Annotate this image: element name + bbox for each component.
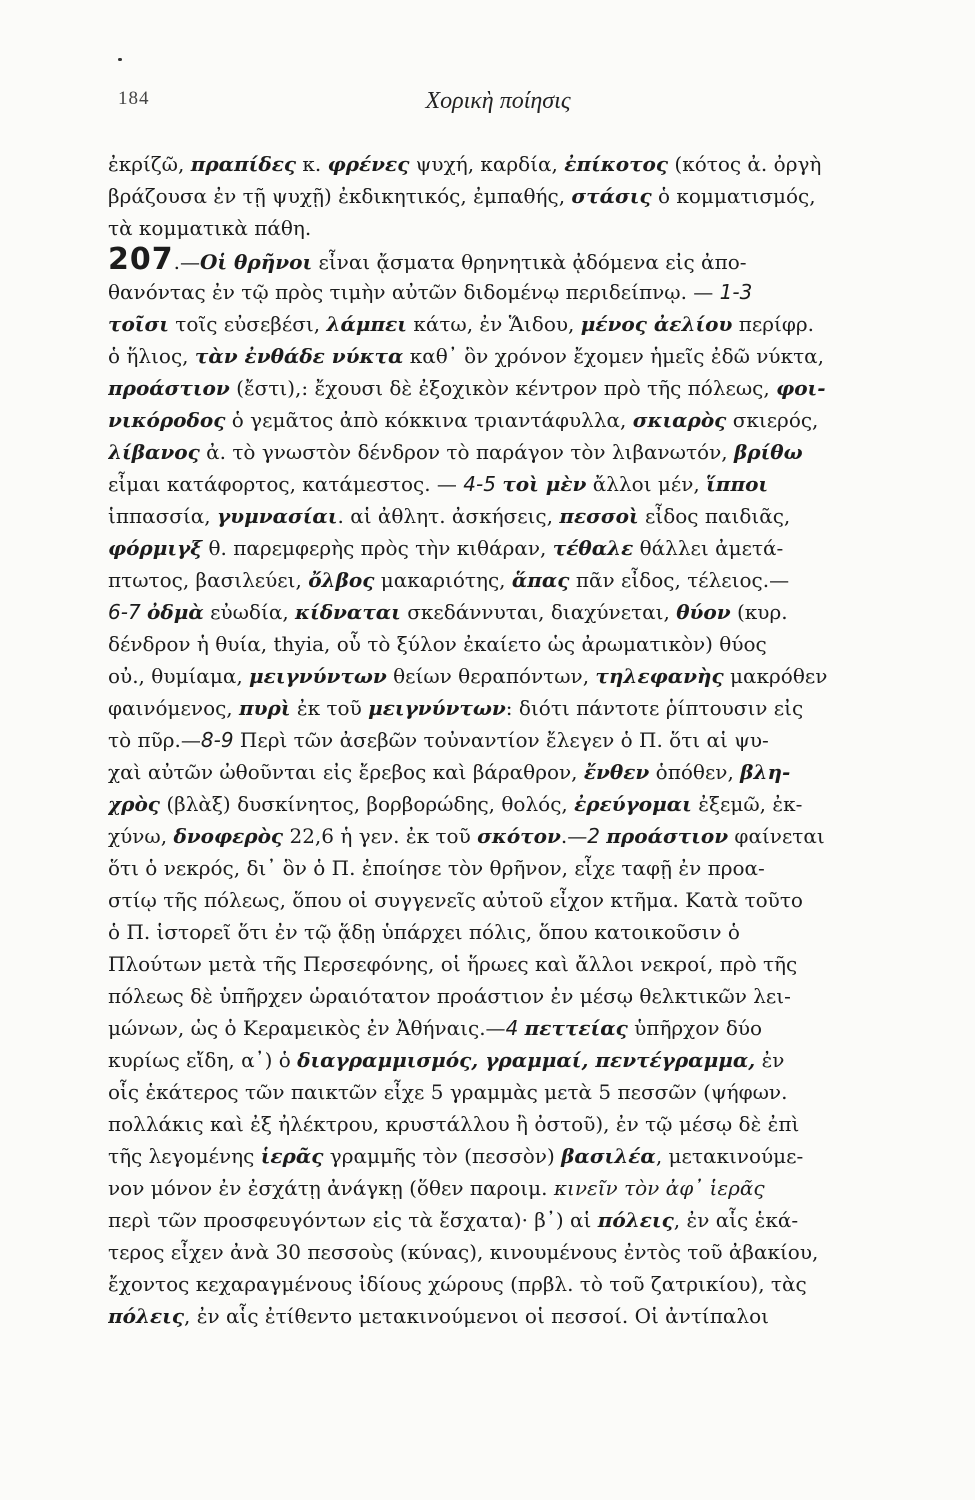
lemma: φρένες (327, 152, 410, 176)
text-run: ἱππασσία, (108, 504, 218, 528)
lemma: ὄλβος (308, 568, 375, 592)
text-run: ἔχοντος κεχαραγμένους ἰδίους χώρους (πρβλ. τὸ τοῦ ζατρικίου), τὰς (108, 1272, 807, 1296)
lemma: τέθαλε (552, 536, 634, 560)
text-line (108, 1300, 878, 1332)
text-run: (κυρ. (730, 600, 788, 624)
section-number: 207 (108, 244, 174, 276)
text-run: νον μόνον ἐν ἐσχάτῃ ἀνάγκῃ (ὅθεν παροιμ. (108, 1176, 554, 1200)
verse-reference: 2 (587, 824, 600, 848)
text-run: πόλεως δὲ ὑπῆρχεν ὡραιότατον προάστιον ἐν μέσῳ θελκτικῶν λει- (108, 984, 791, 1008)
lemma: μειγνύντων (249, 664, 387, 688)
text-line (108, 308, 878, 340)
verse-reference: 8-9 (200, 728, 234, 752)
text-run: οἷς ἑκάτερος τῶν παικτῶν εἶχε 5 γραμμὰς μετὰ 5 πεσσῶν (ψήφων. (108, 1080, 788, 1104)
text-line (108, 404, 878, 436)
text-run: θανόντας ἐν τῷ πρὸς τιμὴν αὐτῶν διδομένῳ περιδείπνῳ. — (108, 280, 720, 304)
text-run: ἐξεμῶ, ἐκ- (691, 792, 803, 816)
text-run: μώνων, ὡς ὁ Κεραμεικὸς ἐν Ἀθήναις.— (108, 1016, 506, 1040)
lemma: λάμπει (326, 312, 407, 336)
lemma: στάσις (571, 184, 652, 208)
text-run: κινεῖν τὸν ἀφ᾽ ἱερᾶς (553, 1176, 765, 1200)
lemma: νικόροδος (108, 408, 226, 432)
text-run: μακρόθεν (723, 664, 828, 688)
text-run: ἄλλοι μέν, (586, 472, 707, 496)
lemma: φοι- (776, 376, 826, 400)
text-run: ὁπόθεν, (649, 760, 741, 784)
text-run: οὐ., θυμίαμα, (108, 664, 250, 688)
text-run: τὸ πῦρ.— (108, 728, 201, 752)
text-line (108, 852, 878, 884)
text-line (108, 468, 878, 500)
text-run: ἀ. τὸ γνωστὸν δένδρον τὸ παράγον τὸν λιβανωτόν, (199, 440, 734, 464)
text-line (108, 916, 878, 948)
text-run: ἐκ τοῦ (290, 696, 369, 720)
text-run: ὅτι ὁ νεκρός, δι᾽ ὃν ὁ Π. ἐποίησε τὸν θρῆνον, εἶχε ταφῇ ἐν προα- (108, 856, 765, 880)
lemma: φόρμιγξ (108, 536, 203, 560)
text-run: πᾶν εἶδος, τέλειος.— (569, 568, 790, 592)
text-line (108, 564, 878, 596)
text-run: τὰ κομματικὰ πάθη. (108, 216, 312, 240)
text-run: ὁ γεμᾶτος ἀπὸ κόκκινα τριαντάφυλλα, (225, 408, 633, 432)
text-run: (κότος ἀ. ὀργὴ (668, 152, 822, 176)
lemma: δνοφερὸς (173, 824, 284, 848)
text-run: ὑπῆρχον δύο (627, 1016, 763, 1040)
text-run: καθ᾽ ὃν χρόνον ἔχομεν ἡμεῖς ἐδῶ νύκτα, (403, 344, 825, 368)
text-run: (βλὰξ) δυσκίνητος, βορβορώδης, θολός, (159, 792, 575, 816)
lemma: τηλεφανὴς (595, 664, 724, 688)
text-run: χαὶ αὐτῶν ὠθοῦνται εἰς ἔρεβος καὶ βάραθρον, (108, 760, 584, 784)
text-run: στίῳ τῆς πόλεως, ὅπου οἱ συγγενεῖς αὐτοῦ εἶχον κτῆμα. Κατὰ τοῦτο (108, 888, 803, 912)
text-line (108, 692, 878, 724)
text-line (108, 1172, 878, 1204)
text-line (108, 724, 878, 756)
text-run: περὶ τῶν προσφευγόντων εἰς τὰ ἔσχατα)· β᾽) αἱ (108, 1208, 598, 1232)
lemma: πεσσοὶ (559, 504, 639, 528)
lemma: ἱερᾶς (260, 1144, 324, 1168)
text-line (108, 532, 878, 564)
lemma: τοῖσι (108, 312, 169, 336)
verse-reference: 4-5 (463, 472, 496, 496)
text-run: 22,6 ἡ γεν. ἐκ τοῦ (283, 824, 478, 848)
verse-reference: 1-3 (719, 280, 753, 304)
text-run: τοῖς εὐσεβέσι, (168, 312, 327, 336)
text-run: θείων θεραπόντων, (386, 664, 596, 688)
text-run: ψυχή, καρδία, (409, 152, 565, 176)
text-run: κάτω, ἐν Ἅιδου, (406, 312, 581, 336)
text-line (108, 980, 878, 1012)
lemma: πόλεις (597, 1208, 674, 1232)
text-run: φαίνεται (728, 824, 825, 848)
text-run: χύνω, (108, 824, 174, 848)
lemma: ὀδμὰ (147, 600, 204, 624)
text-line (108, 340, 878, 372)
lemma: πραπίδες (190, 152, 297, 176)
text-run: εἶμαι κατάφορτος, κατάμεστος. — (108, 472, 464, 496)
verse-reference: 6-7 (108, 600, 141, 624)
text-run: ὁ κομματισμός, (651, 184, 816, 208)
text-run: βράζουσα ἐν τῇ ψυχῇ) ἐκδικητικός, ἐμπαθής, (108, 184, 572, 208)
text-run: Πλούτων μετὰ τῆς Περσεφόνης, οἱ ἥρωες καὶ ἄλλοι νεκροί, πρὸ τῆς (108, 952, 798, 976)
text-run: φαινόμενος, (108, 696, 240, 720)
text-run: εἶναι ᾄσματα θρηνητικὰ ᾀδόμενα εἰς ἀπο- (312, 250, 747, 274)
text-run: , ἐν αἷς ἐτίθεντο μετακινούμενοι οἱ πεσσοί. Οἱ ἀντίπαλοι (184, 1304, 769, 1328)
text-run: πτωτος, βασιλεύει, (108, 568, 309, 592)
text-run: πολλάκις καὶ ἐξ ἠλέκτρου, κρυστάλλου ἢ ὀστοῦ), ἐν τῷ μέσῳ δὲ ἐπὶ (108, 1112, 800, 1136)
text-line (108, 500, 878, 532)
lemma: ἐπίκοτος (564, 152, 669, 176)
text-line (108, 1140, 878, 1172)
text-line (108, 148, 878, 180)
lemma: πόλεις (108, 1304, 185, 1328)
print-speck (118, 58, 122, 61)
text-run: κυρίως εἴδη, α᾽) ὁ (108, 1048, 298, 1072)
text-run: , ἐν αἷς ἑκά- (673, 1208, 799, 1232)
text-line (108, 628, 878, 660)
text-run: γραμμῆς τὸν (πεσσὸν) (323, 1144, 562, 1168)
lemma: τοὶ μὲν (502, 472, 587, 496)
page-header (118, 88, 878, 122)
lemma: βλη- (740, 760, 791, 784)
running-title: Χορικὴ ποίησις (425, 88, 571, 114)
text-line (108, 820, 878, 852)
lemma: Οἱ θρῆνοι (199, 250, 313, 274)
text-run: .— (560, 824, 588, 848)
lemma: γυμνασίαι (217, 504, 338, 528)
lemma: θύον (676, 600, 731, 624)
lemma: προάστιον (108, 376, 230, 400)
lemma: μένος ἀελίου (580, 312, 733, 336)
text-line (108, 1268, 878, 1300)
lemma: ἅπας (511, 568, 570, 592)
lemma: βρίθω (733, 440, 803, 464)
page-number: 184 (118, 88, 150, 109)
lemma: λίβανος (108, 440, 200, 464)
lemma: σκιαρὸς (632, 408, 727, 432)
lemma: σκότον (477, 824, 561, 848)
lemma: ἵπποι (706, 472, 769, 496)
text-line (108, 1204, 878, 1236)
lemma: κίδναται (295, 600, 401, 624)
text-run: δένδρον ἡ θυία, thyia, οὗ τὸ ξύλον ἐκαίετο ὡς ἀρωματικὸν) θύος (108, 632, 767, 656)
text-run: (ἔστι),: ἔχουσι δὲ ἐξοχικὸν κέντρον πρὸ τῆς πόλεως, (229, 376, 777, 400)
text-line (108, 372, 878, 404)
text-run: περίφρ. (732, 312, 814, 336)
text-line (108, 1236, 878, 1268)
text-run: τερος εἶχεν ἀνὰ 30 πεσσοὺς (κύνας), κινουμένους ἐντὸς τοῦ ἀβακίου, (108, 1240, 819, 1264)
lemma: μειγνύντων (368, 696, 506, 720)
text-line (108, 948, 878, 980)
text-line (108, 180, 878, 212)
text-line (108, 596, 878, 628)
lemma: πεττείας (524, 1016, 628, 1040)
commentary-text (108, 148, 878, 1332)
text-run: θ. παρεμφερὴς πρὸς τὴν κιθάραν, (202, 536, 553, 560)
text-line (108, 1076, 878, 1108)
lemma: τὰν ἐνθάδε νύκτα (194, 344, 404, 368)
text-line (108, 1012, 878, 1044)
text-run: ἐκρίζῶ, (108, 152, 191, 176)
text-line (108, 244, 878, 276)
text-line (108, 436, 878, 468)
text-run: εὐωδία, (203, 600, 296, 624)
lemma: διαγραμμισμός, γραμμαί, πεντέγραμμα, (297, 1048, 756, 1072)
text-run: .— (173, 250, 200, 274)
lemma: πυρὶ (239, 696, 291, 720)
text-run: κ. (296, 152, 328, 176)
text-run: . αἱ ἀθλητ. ἀσκήσεις, (337, 504, 560, 528)
text-run: σκεδάννυται, διαχύνεται, (400, 600, 677, 624)
text-line (108, 660, 878, 692)
lemma: βασιλέα (561, 1144, 656, 1168)
text-run: τῆς λεγομένης (108, 1144, 261, 1168)
text-run: ὁ Π. ἱστορεῖ ὅτι ἐν τῷ ᾅδῃ ὑπάρχει πόλις, ὅπου κατοικοῦσιν ὁ (108, 920, 740, 944)
text-line (108, 276, 878, 308)
lemma: ἔνθεν (583, 760, 650, 784)
text-run: σκιερός, (726, 408, 819, 432)
text-line (108, 788, 878, 820)
lemma: ἐρεύγομαι (574, 792, 692, 816)
text-line (108, 1108, 878, 1140)
text-run: ἐν (755, 1048, 785, 1072)
text-run: εἶδος παιδιᾶς, (638, 504, 791, 528)
text-run: μακαριότης, (374, 568, 512, 592)
lemma: προάστιον (606, 824, 729, 848)
text-line (108, 884, 878, 916)
text-run: ὁ ἥλιος, (108, 344, 195, 368)
verse-reference: 4 (505, 1016, 519, 1040)
text-run: , μετακινούμε- (655, 1144, 804, 1168)
text-run: : διότι πάντοτε ῥίπτουσιν εἰς (505, 696, 804, 720)
text-line (108, 212, 878, 244)
lemma: χρὸς (108, 792, 160, 816)
text-line (108, 1044, 878, 1076)
text-run: Περὶ τῶν ἀσεβῶν τοὐναντίον ἔλεγεν ὁ Π. ὅτι αἱ ψυ- (233, 728, 769, 752)
text-run: θάλλει ἀμετά- (633, 536, 784, 560)
text-line (108, 756, 878, 788)
